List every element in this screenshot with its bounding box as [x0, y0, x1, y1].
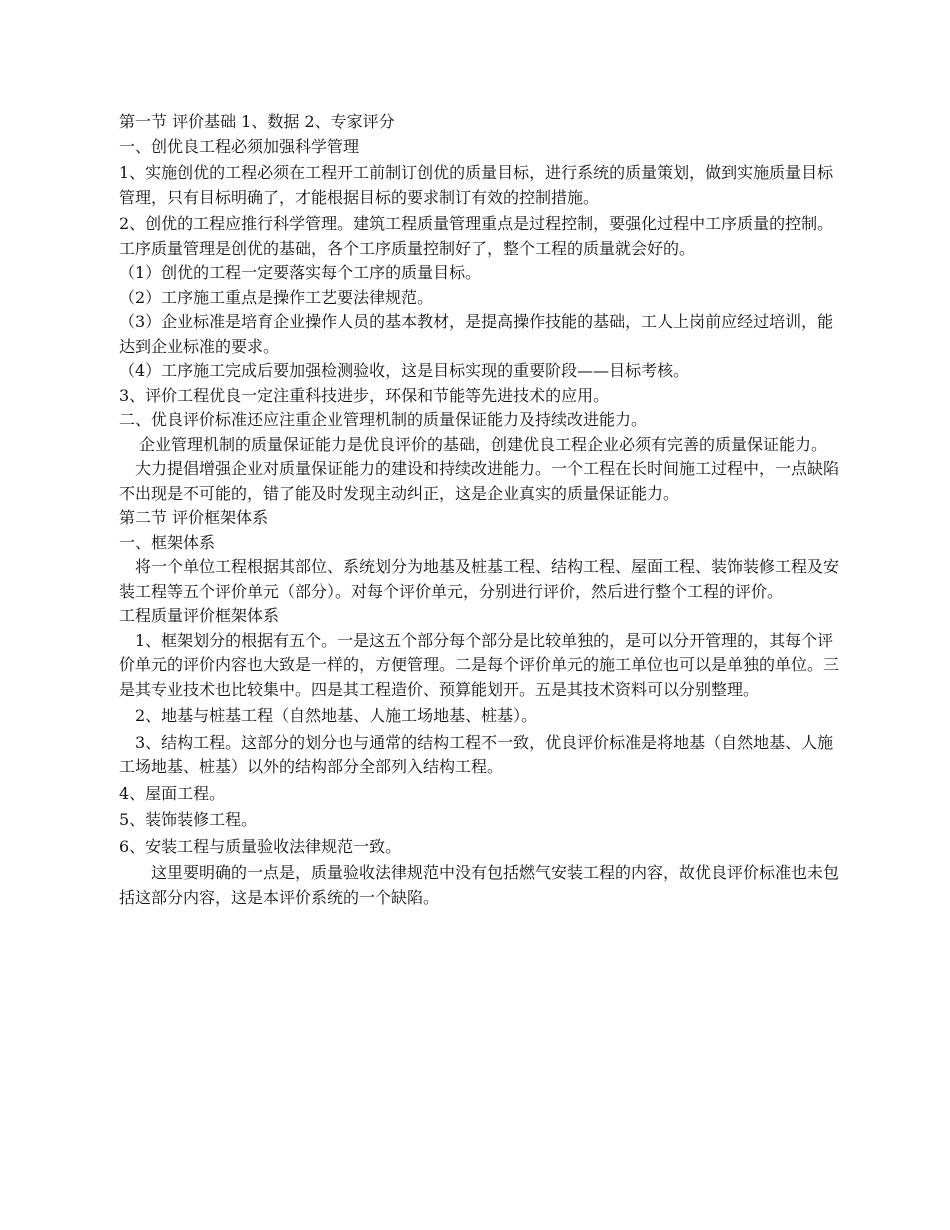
framework-item-5: 5、装饰装修工程。 — [119, 810, 258, 829]
framework-heading: 一、框架体系 — [119, 532, 216, 552]
document-page — [119, 110, 845, 910]
paragraph-item-1: 1、实施创优的工程必须在工程开工前制订创优的质量目标，进行系统的质量策划，做到实施质量目标管理，只有目标明确了，才能根据目标的要求制订有效的控制措施。 — [119, 163, 834, 207]
framework-item-1: 1、框架划分的根据有五个。一是这五个部分每个部分是比较单独的，是可以分开管理的，其每个评价单元的评价内容也大致是一样的，方便管理。二是每个评价单元的施工单位也可以是单独的单位。三是其专业技术也比较集中。四是其工程造价、预算能划开。五是其技术资料可以分别整理。 — [119, 630, 840, 699]
sub-item-4: （4）工序施工完成后要加强检测验收，这是目标实现的重要阶段——目标考核。 — [119, 361, 690, 380]
paragraph-continuous-improvement: 大力提倡增强企业对质量保证能力的建设和持续改进能力。一个工程在长时间施工过程中，一点缺陷不出现是不可能的，错了能及时发现主动纠正，这是企业真实的质量保证能力。 — [119, 459, 840, 503]
paragraph-framework: 将一个单位工程根据其部位、系统划分为地基及桩基工程、结构工程、屋面工程、装饰装修工程及安装工程等五个评价单元（部分）。对每个评价单元，分别进行评价，然后进行整个工程的评价。 — [119, 557, 840, 601]
sub-item-3: （3）企业标准是培育企业操作人员的基本教材，是提高操作技能的基础，工人上岗前应经过培训，能达到企业标准的要求。 — [119, 312, 834, 356]
framework-title: 工程质量评价框架体系 — [119, 606, 280, 625]
paragraph-item-3: 3、评价工程优良一定注重科技进步，环保和节能等先进技术的应用。 — [119, 385, 610, 405]
framework-item-6: 6、安装工程与质量验收法律规范一致。 — [119, 836, 402, 856]
paragraph-item-2: 2、创优的工程应推行科学管理。建筑工程质量管理重点是过程控制，要强化过程中工序质量的控制。工序质量管理是创优的基础，各个工序质量控制好了，整个工程的质量就会好的。 — [119, 214, 834, 258]
framework-item-3: 3、结构工程。这部分的划分也与通常的结构工程不一致，优良评价标准是将地基（自然地基、人施工场地基、桩基）以外的结构部分全部列入结构工程。 — [119, 732, 834, 776]
framework-item-2: 2、地基与桩基工程（自然地基、人施工场地基、桩基）。 — [135, 706, 538, 725]
paragraph-quality-assurance: 企业管理机制的质量保证能力是优良评价的基础，创建优良工程企业必须有完善的质量保证能力。 — [139, 434, 828, 454]
section-1-heading: 第一节 评价基础 1、数据 2、专家评分 — [119, 112, 395, 131]
section-2-heading: 第二节 评价框架体系 — [119, 508, 269, 527]
part-1-heading: 一、创优良工程必须加强科学管理 — [119, 136, 360, 156]
sub-item-1: （1）创优的工程一定要落实每个工序的质量目标。 — [119, 263, 482, 282]
sub-item-2: （2）工序施工重点是操作工艺要法律规范。 — [119, 287, 434, 307]
part-2-heading: 二、优良评价标准还应注重企业管理机制的质量保证能力及持续改进能力。 — [119, 410, 648, 429]
paragraph-limitation: 这里要明确的一点是，质量验收法律规范中没有包括燃气安装工程的内容，故优良评价标准也未包括这部分内容，这是本评价系统的一个缺陷。 — [119, 863, 840, 907]
framework-item-4: 4、屋面工程。 — [119, 783, 226, 803]
